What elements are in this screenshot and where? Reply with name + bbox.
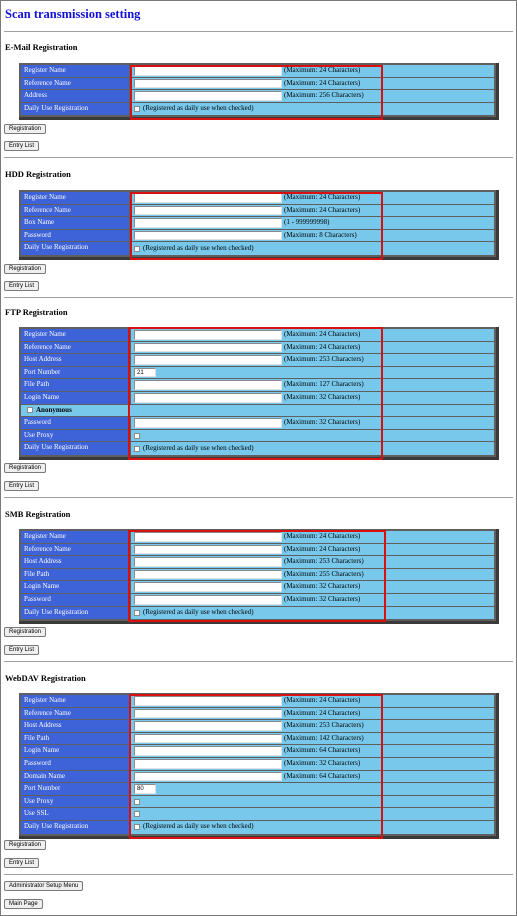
hdd-table	[19, 190, 499, 260]
smb-password-row	[21, 594, 494, 607]
field-note: (Registered as daily use when checked)	[143, 443, 254, 452]
daily-use-checkbox[interactable]	[134, 610, 140, 616]
host-address-input[interactable]	[134, 721, 282, 731]
field-label: Host Address	[21, 720, 131, 732]
field-label: Use SSL	[21, 808, 131, 820]
field-label: Register Name	[21, 531, 131, 543]
ftp-daily-use-row	[21, 442, 494, 455]
field-label: Host Address	[21, 556, 131, 568]
ftp-section-title: FTP Registration	[5, 307, 68, 317]
domain-name-input[interactable]	[134, 772, 282, 782]
field-note: (Registered as daily use when checked)	[143, 822, 254, 831]
hdd-password-row	[21, 230, 494, 243]
email-reference-name-row	[21, 78, 494, 91]
ftp-table	[19, 327, 499, 460]
use-proxy-checkbox[interactable]	[134, 433, 140, 439]
field-label: Use Proxy	[21, 796, 131, 808]
use-ssl-checkbox[interactable]	[134, 811, 140, 817]
host-address-input[interactable]	[134, 355, 282, 365]
webdav-domain-name-row	[21, 771, 494, 784]
field-label: Box Name	[21, 217, 131, 229]
hdd-entry-list-button[interactable]: Entry List	[4, 281, 39, 291]
field-label: Daily Use Registration	[21, 242, 131, 255]
hdd-reference-name-row	[21, 205, 494, 218]
email-daily-use-row	[21, 103, 494, 116]
smb-reference-name-row	[21, 544, 494, 557]
field-label: Port Number	[21, 367, 131, 379]
field-note: (Maximum: 32 Characters)	[284, 594, 361, 603]
field-label: Daily Use Registration	[21, 103, 131, 116]
field-note: (Maximum: 24 Characters)	[284, 708, 361, 717]
field-note: (Maximum: 24 Characters)	[284, 342, 361, 351]
email-entry-list-button[interactable]: Entry List	[4, 141, 39, 151]
webdav-reference-name-row	[21, 708, 494, 721]
ftp-password-row	[21, 417, 494, 430]
field-label: Reference Name	[21, 78, 131, 90]
login-name-input[interactable]	[134, 393, 282, 403]
register-name-input[interactable]	[134, 696, 282, 706]
field-label: Reference Name	[21, 342, 131, 354]
webdav-login-name-row	[21, 745, 494, 758]
anonymous-checkbox[interactable]	[27, 407, 33, 413]
field-note: (Registered as daily use when checked)	[143, 243, 254, 252]
ftp-login-name-row	[21, 392, 494, 405]
ftp-use-proxy-row	[21, 430, 494, 443]
ftp-host-address-row	[21, 354, 494, 367]
file-path-input[interactable]	[134, 734, 282, 744]
field-label: Login Name	[21, 745, 131, 757]
main-page-button[interactable]: Main Page	[4, 899, 43, 909]
email-register-name-row	[21, 65, 494, 78]
field-note: (Maximum: 24 Characters)	[284, 193, 361, 201]
smb-registration-button[interactable]: Registration	[4, 627, 46, 637]
divider	[4, 157, 513, 159]
register-name-input[interactable]	[134, 66, 282, 76]
smb-daily-use-row	[21, 607, 494, 620]
field-note: (Maximum: 32 Characters)	[284, 418, 361, 427]
field-note: (Maximum: 32 Characters)	[284, 392, 361, 401]
register-name-input[interactable]	[134, 330, 282, 340]
field-note: (Registered as daily use when checked)	[143, 104, 254, 113]
field-label: Register Name	[21, 329, 131, 341]
file-path-input[interactable]	[134, 570, 282, 580]
reference-name-input[interactable]	[134, 79, 282, 89]
smb-table	[19, 529, 499, 624]
hdd-registration-button[interactable]: Registration	[4, 264, 46, 274]
field-label: Register Name	[21, 65, 131, 77]
field-label: Password	[21, 594, 131, 606]
reference-name-input[interactable]	[134, 206, 282, 216]
webdav-section-title: WebDAV Registration	[5, 673, 86, 683]
webdav-port-number-row	[21, 783, 494, 796]
hdd-box-name-row	[21, 217, 494, 230]
smb-login-name-row	[21, 581, 494, 594]
ftp-port-number-row	[21, 367, 494, 380]
smb-register-name-row	[21, 531, 494, 544]
use-proxy-checkbox[interactable]	[134, 799, 140, 805]
field-note: (Maximum: 253 Characters)	[284, 557, 364, 566]
field-note: (Maximum: 142 Characters)	[284, 733, 364, 742]
field-label: Use Proxy	[21, 430, 131, 442]
daily-use-checkbox[interactable]	[134, 824, 140, 830]
field-note: (Maximum: 127 Characters)	[284, 380, 364, 389]
port-number-input[interactable]: 21	[134, 368, 156, 378]
field-label: File Path	[21, 379, 131, 391]
field-note: (1 - 999999998)	[284, 218, 330, 227]
field-note: (Maximum: 8 Characters)	[284, 230, 357, 239]
ftp-entry-list-button[interactable]: Entry List	[4, 481, 39, 491]
field-label: Reference Name	[21, 544, 131, 556]
field-note: (Maximum: 255 Characters)	[284, 569, 364, 578]
divider	[4, 661, 513, 663]
ftp-register-name-row	[21, 329, 494, 342]
field-label: Register Name	[21, 695, 131, 707]
field-note: (Maximum: 64 Characters)	[284, 771, 361, 780]
ftp-reference-name-row	[21, 342, 494, 355]
field-note: (Maximum: 24 Characters)	[284, 532, 361, 540]
email-registration-button[interactable]: Registration	[4, 124, 46, 134]
smb-entry-list-button[interactable]: Entry List	[4, 645, 39, 655]
field-label: Domain Name	[21, 771, 131, 783]
field-label: Port Number	[21, 783, 131, 795]
field-label: Daily Use Registration	[21, 442, 131, 455]
field-note: (Maximum: 32 Characters)	[284, 758, 361, 767]
field-note: (Maximum: 256 Characters)	[284, 91, 364, 100]
page-title: Scan transmission setting	[5, 7, 141, 21]
password-input[interactable]	[134, 595, 282, 605]
webdav-daily-use-row	[21, 821, 494, 834]
field-note: (Maximum: 253 Characters)	[284, 355, 364, 364]
hdd-daily-use-row	[21, 242, 494, 255]
field-note: (Maximum: 24 Characters)	[284, 205, 361, 214]
webdav-file-path-row	[21, 733, 494, 746]
webdav-password-row	[21, 758, 494, 771]
field-label: Reference Name	[21, 205, 131, 217]
port-number-input[interactable]: 80	[134, 784, 156, 794]
smb-section-title: SMB Registration	[5, 509, 71, 519]
register-name-input[interactable]	[134, 532, 282, 542]
reference-name-input[interactable]	[134, 709, 282, 719]
email-address-row	[21, 90, 494, 103]
field-note: (Maximum: 253 Characters)	[284, 721, 364, 730]
smb-host-address-row	[21, 556, 494, 569]
field-label: Login Name	[21, 581, 131, 593]
field-note: (Maximum: 24 Characters)	[284, 66, 361, 74]
field-label: Daily Use Registration	[21, 821, 131, 834]
divider	[4, 497, 513, 499]
reference-name-input[interactable]	[134, 343, 282, 353]
field-label: Password	[21, 758, 131, 770]
ftp-registration-button[interactable]: Registration	[4, 463, 46, 473]
divider	[4, 297, 513, 299]
host-address-input[interactable]	[134, 557, 282, 567]
ftp-anonymous-row	[21, 405, 494, 418]
field-label: Password	[21, 417, 131, 429]
ftp-file-path-row	[21, 379, 494, 392]
address-input[interactable]	[134, 91, 282, 101]
password-input[interactable]	[134, 231, 282, 241]
register-name-input[interactable]	[134, 193, 282, 203]
hdd-section-title: HDD Registration	[5, 169, 71, 179]
field-label: Register Name	[21, 192, 131, 204]
field-label: Daily Use Registration	[21, 607, 131, 620]
field-label: Login Name	[21, 392, 131, 404]
webdav-host-address-row	[21, 720, 494, 733]
smb-file-path-row	[21, 569, 494, 582]
webdav-entry-list-button[interactable]: Entry List	[4, 858, 39, 868]
box-name-input[interactable]	[134, 218, 282, 228]
daily-use-checkbox[interactable]	[134, 446, 140, 452]
login-name-input[interactable]	[134, 746, 282, 756]
file-path-input[interactable]	[134, 380, 282, 390]
email-section-title: E-Mail Registration	[5, 42, 78, 52]
password-input[interactable]	[134, 418, 282, 428]
daily-use-checkbox[interactable]	[134, 106, 140, 112]
anonymous-label: Anonymous	[36, 405, 72, 414]
field-note: (Maximum: 32 Characters)	[284, 582, 361, 591]
field-label: File Path	[21, 733, 131, 745]
field-label: Host Address	[21, 354, 131, 366]
field-note: (Maximum: 24 Characters)	[284, 78, 361, 87]
login-name-input[interactable]	[134, 582, 282, 592]
webdav-use-ssl-row	[21, 808, 494, 821]
divider	[4, 874, 513, 876]
field-label: File Path	[21, 569, 131, 581]
field-note: (Maximum: 64 Characters)	[284, 746, 361, 755]
field-note: (Maximum: 24 Characters)	[284, 696, 361, 704]
admin-setup-menu-button[interactable]: Administrator Setup Menu	[4, 881, 83, 891]
password-input[interactable]	[134, 759, 282, 769]
webdav-register-name-row	[21, 695, 494, 708]
hdd-register-name-row	[21, 192, 494, 205]
webdav-table	[19, 693, 499, 839]
reference-name-input[interactable]	[134, 545, 282, 555]
field-label: Reference Name	[21, 708, 131, 720]
webdav-use-proxy-row	[21, 796, 494, 809]
field-label: Address	[21, 90, 131, 102]
field-label: Password	[21, 230, 131, 242]
daily-use-checkbox[interactable]	[134, 246, 140, 252]
webdav-registration-button[interactable]: Registration	[4, 840, 46, 850]
field-note: (Registered as daily use when checked)	[143, 608, 254, 617]
field-note: (Maximum: 24 Characters)	[284, 330, 361, 338]
divider	[4, 31, 513, 33]
field-note: (Maximum: 24 Characters)	[284, 544, 361, 553]
email-table	[19, 63, 499, 120]
